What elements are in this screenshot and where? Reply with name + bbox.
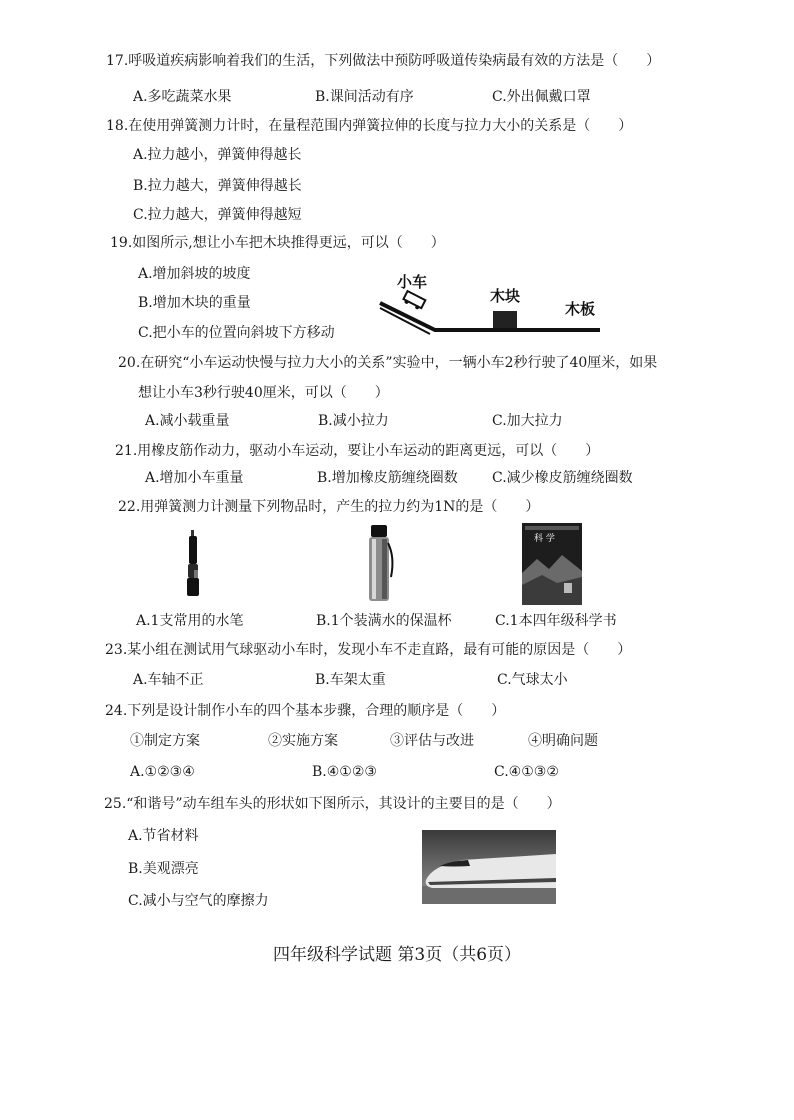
q21-option-c: C.减少橡皮筋缠绕圈数 [492, 470, 633, 486]
q21-stem: 21.用橡皮筋作动力，驱动小车运动，要让小车运动的距离更远，可以（ ） [115, 443, 600, 459]
bullet-train-image [422, 830, 556, 904]
q24-step-4: ④明确问题 [528, 733, 598, 749]
page-footer: 四年级科学试题 第3页（共6页） [272, 945, 522, 965]
q18-option-b: B.拉力越大，弹簧伸得越长 [133, 178, 302, 194]
block-label: 木块 [490, 287, 521, 305]
wood-block [493, 311, 517, 328]
board-label: 木板 [565, 300, 596, 318]
toy-car-icon [402, 291, 425, 311]
q25-option-c: C.减小与空气的摩擦力 [128, 893, 269, 909]
pen-image [182, 530, 204, 600]
q17-option-b: B.课间活动有序 [315, 89, 414, 105]
q24-step-2: ②实施方案 [268, 733, 338, 749]
q18-option-c: C.拉力越大，弹簧伸得越短 [133, 207, 302, 223]
q23-stem: 23.某小组在测试用气球驱动小车时，发现小车不走直路，最有可能的原因是（ ） [105, 642, 632, 658]
q24-option-a: A.①②③④ [130, 764, 195, 780]
q20-stem-line2: 想让小车3秒行驶40厘米，可以（ ） [138, 385, 389, 401]
q24-step-3: ③评估与改进 [390, 733, 474, 749]
q24-option-c: C.④①③② [494, 764, 559, 780]
q24-step-1: ①制定方案 [130, 733, 200, 749]
q22-option-c: C.1本四年级科学书 [495, 613, 617, 629]
car-label: 小车 [397, 273, 428, 291]
q20-option-a: A.减小载重量 [145, 413, 230, 429]
q21-option-a: A.增加小车重量 [145, 470, 244, 486]
q20-option-c: C.加大拉力 [492, 413, 563, 429]
q17-stem: 17.呼吸道疾病影响着我们的生活，下列做法中预防呼吸道传染病最有效的方法是（ ） [106, 53, 661, 69]
q18-option-a: A.拉力越小，弹簧伸得越长 [133, 147, 302, 163]
science-book-image [522, 523, 582, 605]
q19-option-b: B.增加木块的重量 [138, 295, 251, 311]
q20-option-b: B.减小拉力 [318, 413, 389, 429]
q19-option-c: C.把小车的位置向斜坡下方移动 [138, 325, 335, 341]
q23-option-b: B.车架太重 [315, 672, 386, 688]
q19-option-a: A.增加斜坡的坡度 [138, 266, 251, 282]
q18-stem: 18.在使用弹簧测力计时，在量程范围内弹簧拉伸的长度与拉力大小的关系是（ ） [106, 118, 633, 134]
q23-option-c: C.气球太小 [497, 672, 568, 688]
q23-option-a: A.车轴不正 [133, 672, 204, 688]
q25-stem: 25.“和谐号”动车组车头的形状如下图所示，其设计的主要目的是（ ） [104, 796, 561, 812]
q22-option-b: B.1个装满水的保温杯 [316, 613, 452, 629]
q21-option-b: B.增加橡皮筋缠绕圈数 [317, 470, 458, 486]
q20-stem-line1: 20.在研究“小车运动快慢与拉力大小的关系”实验中，一辆小车2秒行驶了40厘米，如果 [118, 355, 658, 371]
q25-option-a: A.节省材料 [128, 828, 199, 844]
q24-stem: 24.下列是设计制作小车的四个基本步骤，合理的顺序是（ ） [105, 703, 506, 719]
ramp-diagram [375, 270, 615, 340]
q17-option-c: C.外出佩戴口罩 [492, 89, 591, 105]
ramp-slope [380, 308, 430, 334]
q24-option-b: B.④①②③ [312, 764, 377, 780]
q19-stem: 19.如图所示,想让小车把木块推得更远，可以（ ） [110, 235, 445, 251]
q22-stem: 22.用弹簧测力计测量下列物品时，产生的拉力约为1N的是（ ） [118, 499, 540, 515]
q25-option-b: B.美观漂亮 [128, 861, 199, 877]
book-title: 科 学 [534, 534, 555, 544]
thermos-image [364, 525, 396, 605]
q22-option-a: A.1支常用的水笔 [136, 613, 244, 629]
q17-option-a: A.多吃蔬菜水果 [133, 89, 232, 105]
